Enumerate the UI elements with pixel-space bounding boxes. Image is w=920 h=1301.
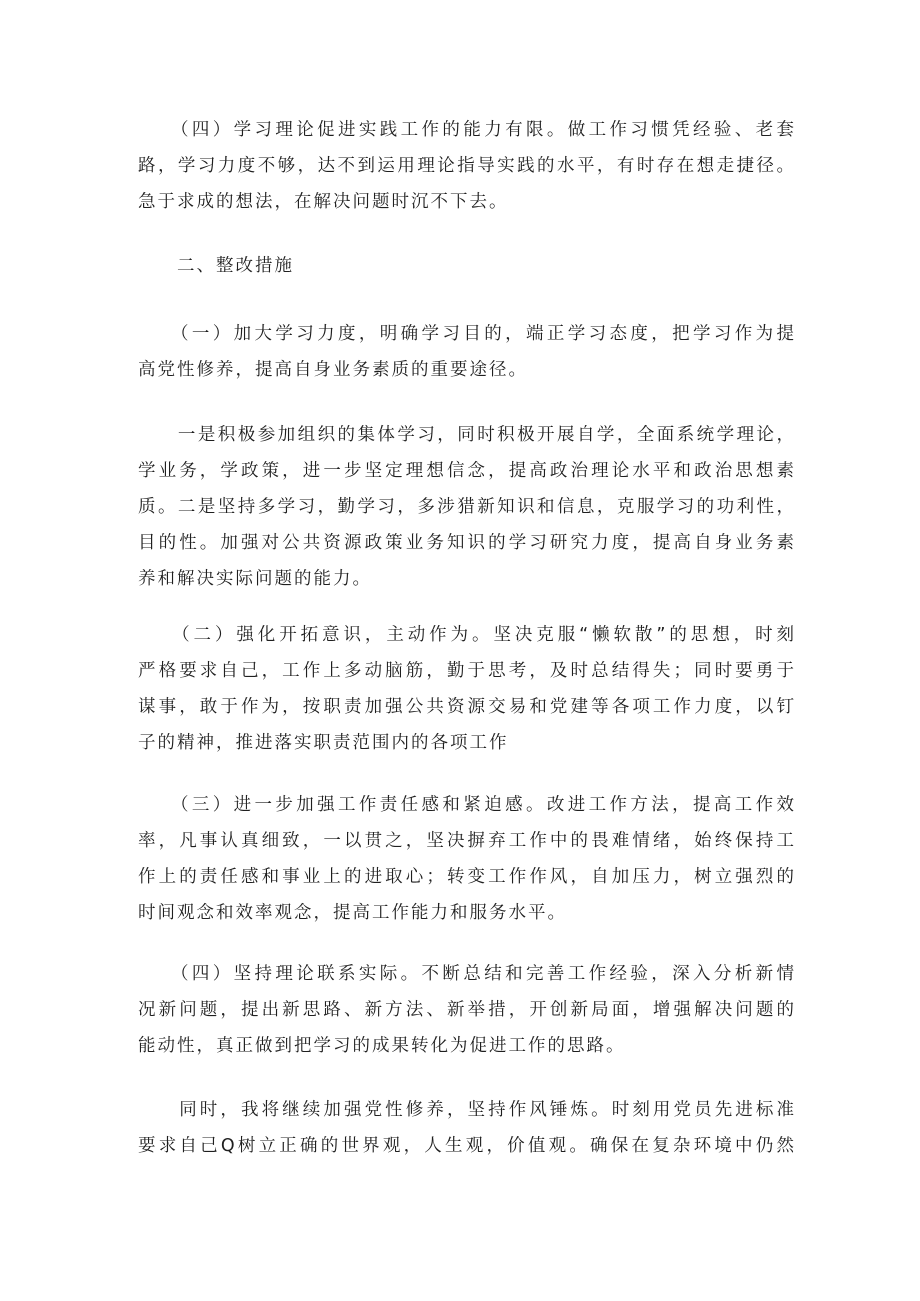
section-heading-rectification <box>138 248 796 284</box>
text-line: 严格要求自己，工作上多动脑筋，勤于思考，及时总结得失；同时要勇于 <box>138 661 796 681</box>
text-line: （四）学习理论促进实践工作的能力有限。做工作习惯凭经验、老套 <box>138 120 796 140</box>
text-line: （二）强化开拓意识，主动作为。坚决克服“懒软散”的思想，时刻 <box>138 625 796 645</box>
text-line: 要求自己Q树立正确的世界观，人生观，价值观。确保在复杂环境中仍然 <box>138 1136 796 1156</box>
text-line: 路，学习力度不够，达不到运用理论指导实践的水平，有时存在想走捷径。 <box>138 156 796 176</box>
text-line: （一）加大学习力度，明确学习目的，端正学习态度，把学习作为提 <box>138 324 796 344</box>
paragraph-study-details <box>138 417 796 597</box>
text-line: 高党性修养，提高自身业务素质的重要途径。 <box>138 360 528 380</box>
paragraph-responsibility <box>138 787 796 931</box>
text-line: 能动性，真正做到把学习的成果转化为促进工作的思路。 <box>138 1036 626 1056</box>
paragraph-party-spirit <box>138 1092 796 1164</box>
paragraph-study-effort <box>138 316 796 388</box>
text-line: 养和解决实际问题的能力。 <box>138 569 372 589</box>
text-line: 学业务，学政策，进一步坚定理想信念，提高政治理论水平和政治思想素 <box>138 461 796 481</box>
text-line: 同时，我将继续加强党性修养，坚持作风锤炼。时刻用党员先进标准 <box>138 1100 796 1120</box>
text-line: 率，凡事认真细致，一以贯之，坚决摒弃工作中的畏难情绪，始终保持工 <box>138 831 796 851</box>
text-line: 目的性。加强对公共资源政策业务知识的学习研究力度，提高自身业务素 <box>138 533 796 553</box>
text-line: 二、整改措施 <box>138 256 294 276</box>
paragraph-pioneering <box>138 617 796 761</box>
text-line: 谋事，敢于作为，按职责加强公共资源交易和党建等各项工作力度，以钉 <box>138 697 796 717</box>
text-line: 况新问题，提出新思路、新方法、新举措，开创新局面，增强解决问题的 <box>138 1000 796 1020</box>
text-line: （四）坚持理论联系实际。不断总结和完善工作经验，深入分析新情 <box>138 964 796 984</box>
text-line: （三）进一步加强工作责任感和紧迫感。改进工作方法，提高工作效 <box>138 795 796 815</box>
text-line: 一是积极参加组织的集体学习，同时积极开展自学，全面系统学理论， <box>138 425 796 445</box>
paragraph-practice-ability <box>138 112 796 220</box>
text-line: 子的精神，推进落实职责范围内的各项工作 <box>138 733 509 753</box>
text-line: 急于求成的想法，在解决问题时沉不下去。 <box>138 192 509 212</box>
text-line: 作上的责任感和事业上的进取心；转变工作作风，自加压力，树立强烈的 <box>138 867 796 887</box>
paragraph-theory-practice <box>138 956 796 1064</box>
text-line: 时间观念和效率观念，提高工作能力和服务水平。 <box>138 903 567 923</box>
text-line: 质。二是坚持多学习，勤学习，多涉猎新知识和信息，克服学习的功利性， <box>138 497 796 517</box>
